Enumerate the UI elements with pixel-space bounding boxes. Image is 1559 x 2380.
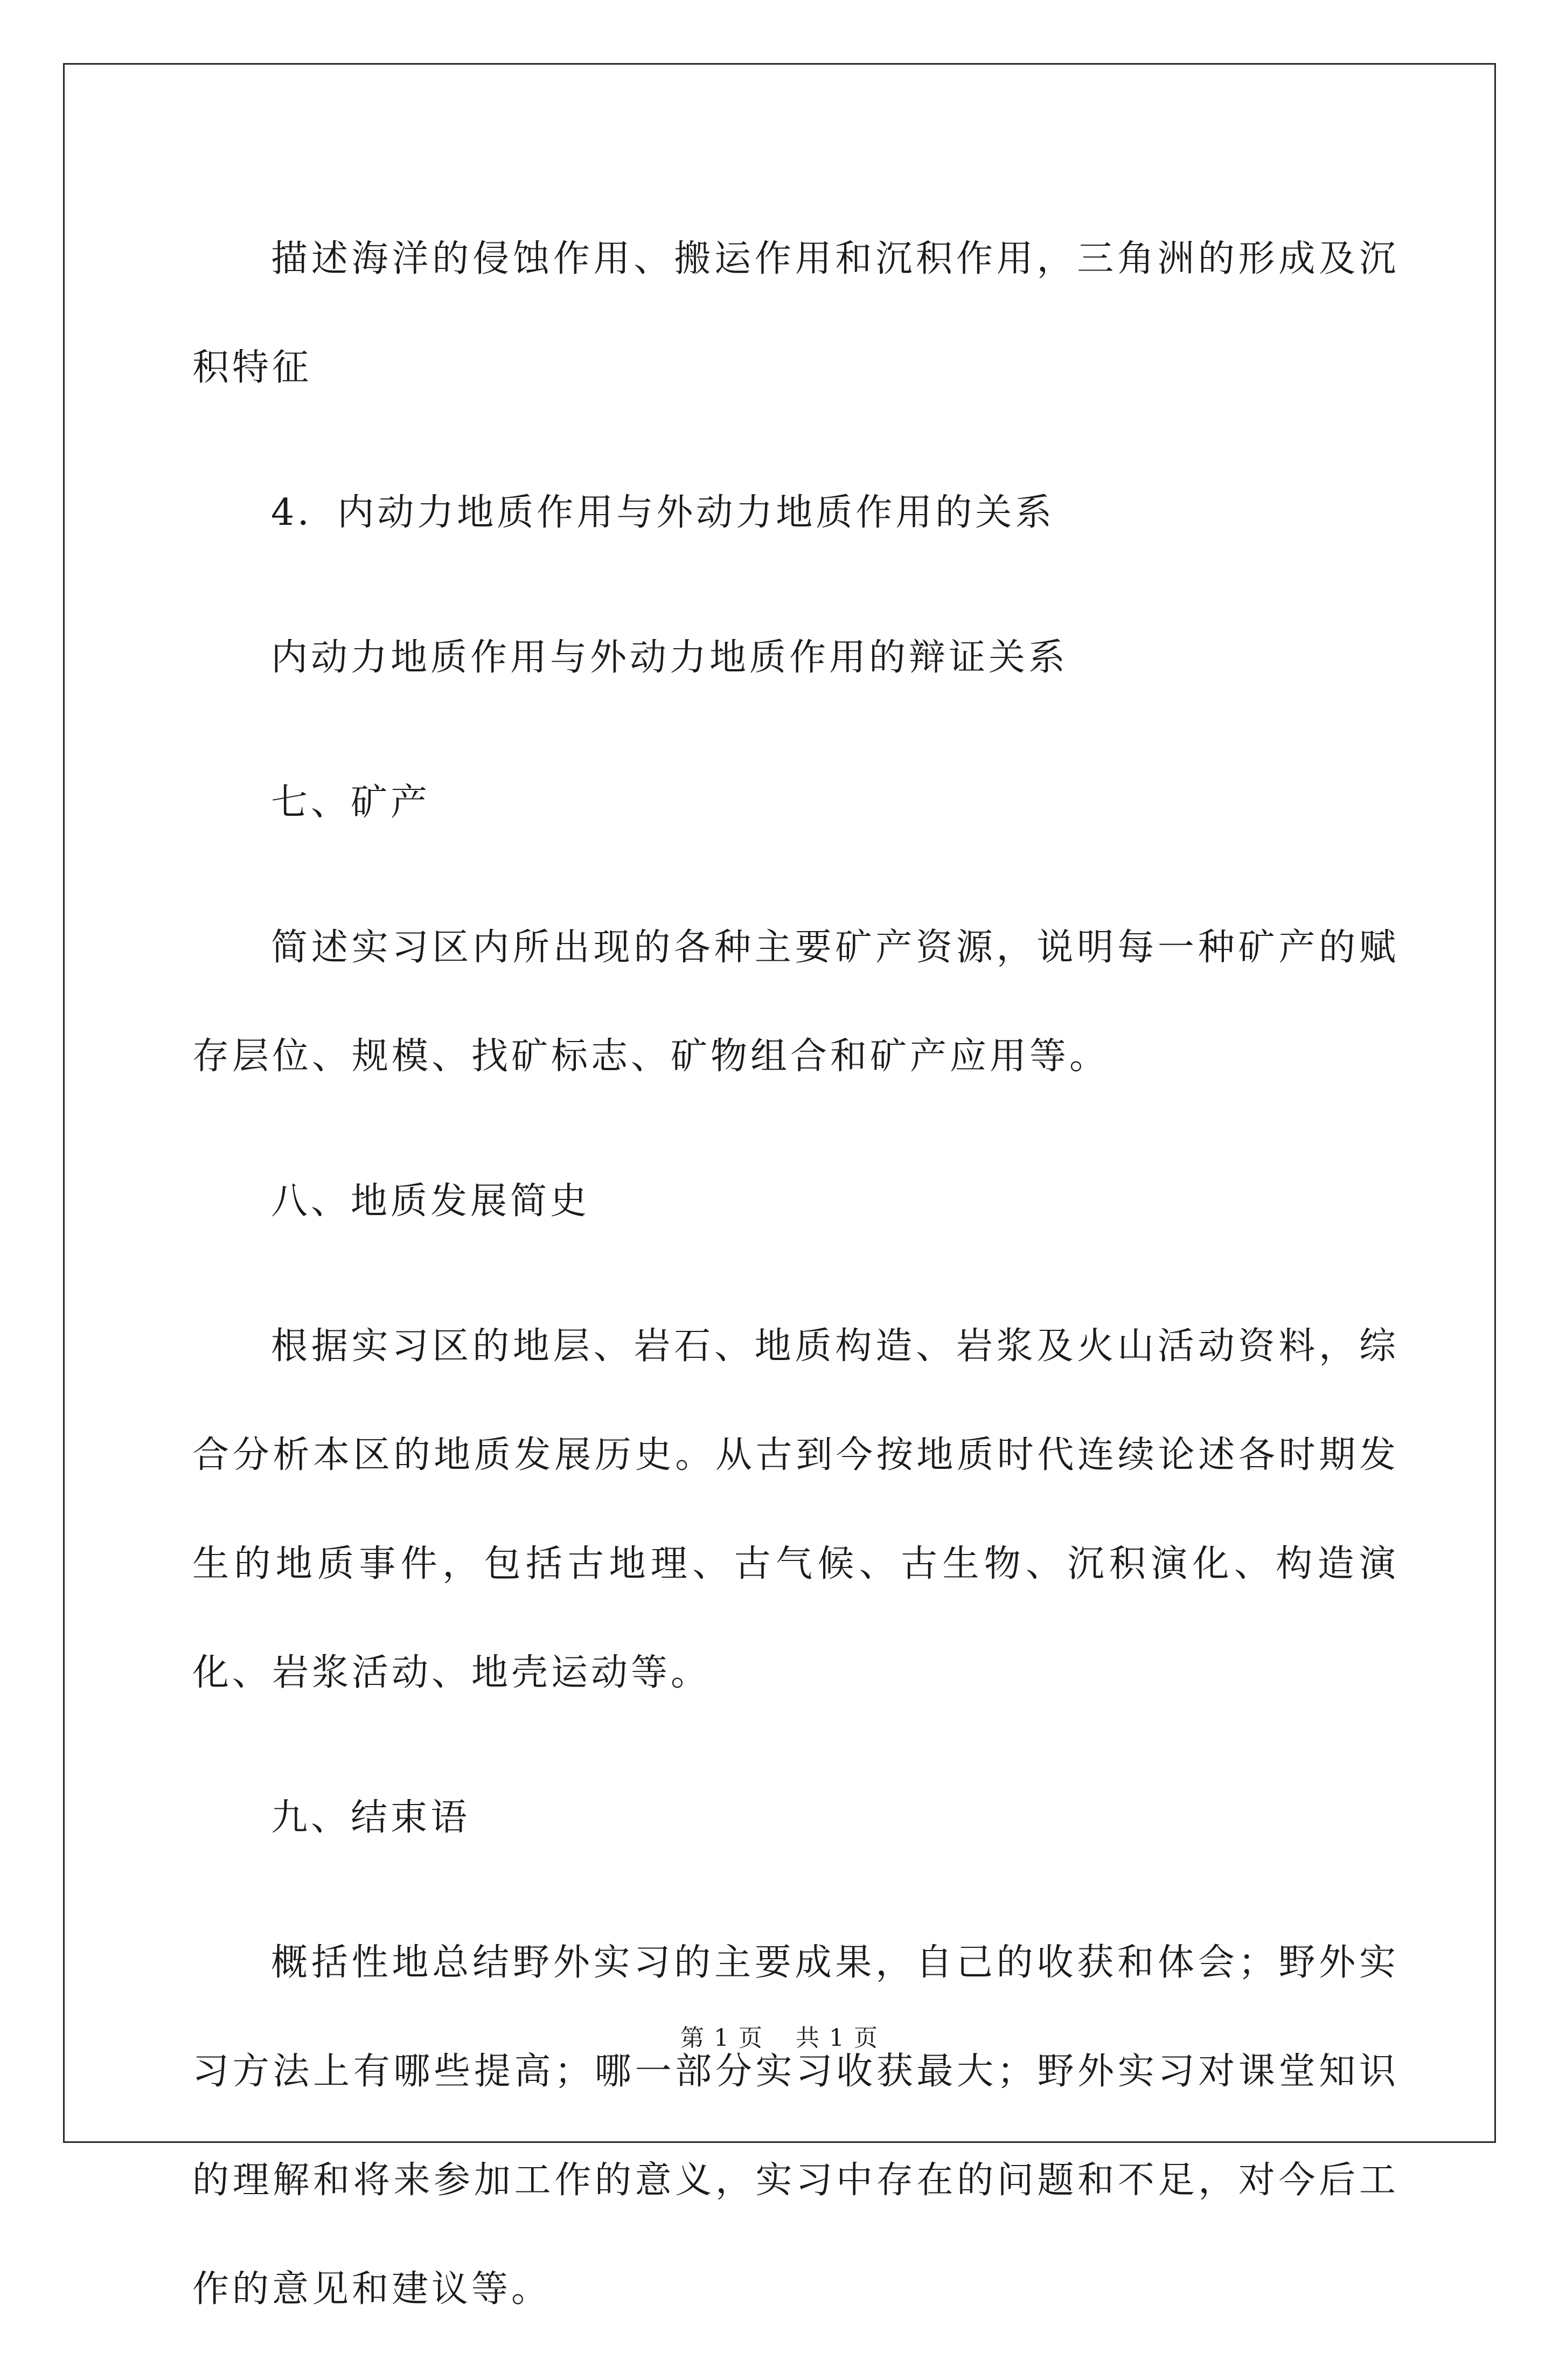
paragraph-dialectic-relation: 内动力地质作用与外动力地质作用的辩证关系 [271, 636, 1069, 679]
page-footer [0, 2018, 1559, 2053]
paragraph-conclusion: 概括性地总结野外实习的主要成果，自己的收获和体会；野外实习方法上有哪些提高；哪一部分实习收获最大；野外实习对课堂知识的理解和将来参加工作的意义，实习中存在的问题和不足，对今后工作的意见和建议等。 [192, 1941, 1399, 2310]
document-body [192, 205, 1399, 2380]
paragraph-minerals: 简述实习区内所出现的各种主要矿产资源，说明每一种矿产的赋存层位、规模、找矿标志、矿物组合和矿产应用等。 [192, 926, 1399, 1078]
page-number-current: 第 1 页 [680, 2024, 763, 2052]
paragraph-geologic-history: 根据实习区的地层、岩石、地质构造、岩浆及火山活动资料，综合分析本区的地质发展历史。从古到今按地质时代连续论述各时期发生的地质事件，包括古地理、古气候、古生物、沉积演化、构造演化、岩浆活动、地壳运动等。 [192, 1325, 1399, 1694]
paragraph-marine-erosion: 描述海洋的侵蚀作用、搬运作用和沉积作用，三角洲的形成及沉积特征 [192, 238, 1399, 389]
section-heading-minerals: 七、矿产 [271, 781, 431, 824]
section-heading-4: 4．内动力地质作用与外动力地质作用的关系 [271, 491, 1055, 534]
section-heading-conclusion: 九、结束语 [271, 1796, 471, 1839]
section-heading-geologic-history: 八、地质发展简史 [271, 1180, 590, 1223]
page-number-total: 共 1 页 [796, 2024, 879, 2052]
